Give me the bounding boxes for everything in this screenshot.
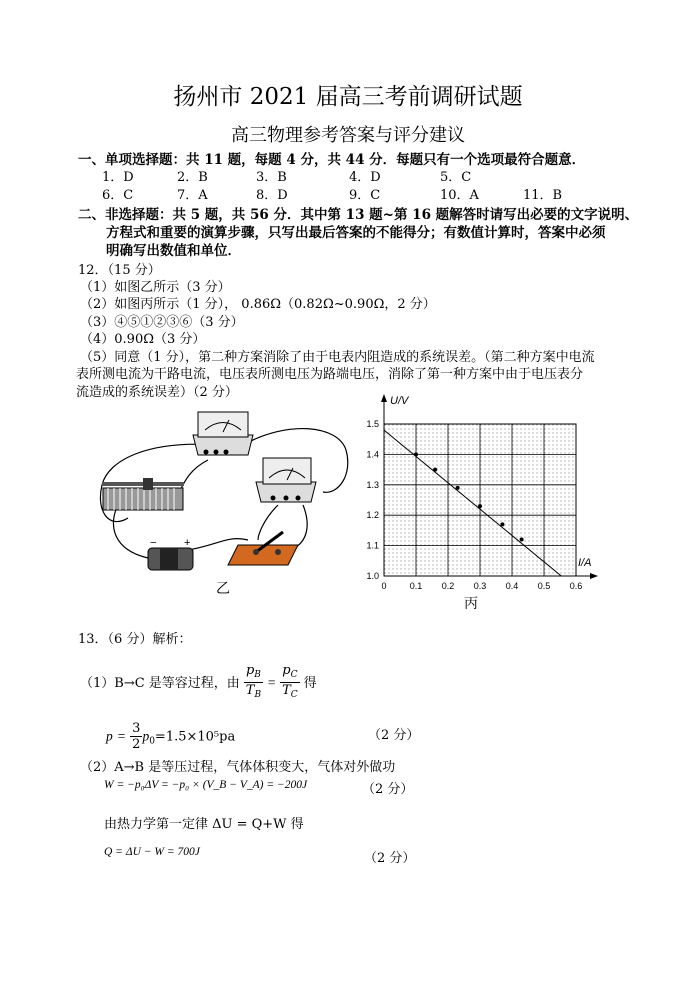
svg-text:+: + — [184, 537, 191, 549]
chart-data-point — [478, 504, 482, 508]
q12-part3: （3）④⑤①②③⑥（3 分） — [80, 315, 244, 330]
q12-part5-line1: （5）同意（1 分），第二种方案消除了由于电表内阻造成的系统误差。（第二种方案中电流 — [80, 350, 595, 365]
section2-header-line2: 方程式和重要的演算步骤，只写出最后答案的不能得分；有数值计算时，答案中必须 — [106, 225, 606, 241]
answer-item: 7．A — [177, 188, 208, 203]
q13-eq2: W = −p₀ΔV = −p₀ × (V_B − V_A) = −200J — [104, 779, 308, 791]
chart-data-point — [456, 486, 460, 490]
figure-yi-label: 乙 — [216, 580, 230, 595]
chart-x-label: I/A — [578, 557, 592, 569]
q12-part1: （1）如图乙所示（3 分） — [80, 280, 231, 295]
answer-item: 4．D — [349, 170, 381, 185]
chart-y-tick: 1.0 — [366, 571, 379, 581]
chart-y-tick: 1.4 — [366, 449, 379, 460]
section2-header-line1: 二、非选择题：共 5 题，共 56 分．其中第 13 题~第 16 题解答时请写出必要的文字说明、 — [78, 207, 639, 223]
q12-head: 12．（15 分） — [78, 263, 161, 278]
q12-part4: （4）0.90Ω（3 分） — [80, 332, 206, 347]
fraction-pc-tc: $\frac{p_C}{T_C}$ — [282, 663, 298, 700]
chart-x-tick: 0.2 — [441, 581, 455, 591]
q13-eq2-score: （2 分） — [362, 782, 414, 797]
chart-y-tick: 1.1 — [366, 540, 379, 551]
chart-data-point — [520, 538, 524, 542]
q12-part5-line3: 流造成的系统误差）（2 分） — [76, 385, 238, 400]
q13-eq1-score: （2 分） — [368, 728, 420, 743]
answer-item: 5．C — [440, 170, 472, 185]
ammeter — [193, 412, 253, 455]
q12-part5-line2: 表所测电流为干路电流，电压表所测电压为路端电压，消除了第一种方案中由于电压表分 — [76, 367, 584, 382]
chart-x-tick: 0.6 — [569, 581, 583, 591]
circuit-figure — [88, 400, 358, 595]
q13-head: 13．（6 分）解析： — [78, 632, 192, 647]
q13-eq1-value: =1.5×10⁵pa — [154, 729, 236, 745]
q13-part1-text: （1）B→C 是等容过程，由 — [80, 676, 240, 691]
section1-header: 一、单项选择题：共 11 题，每题 4 分，共 44 分．每题只有一个选项最符合题意． — [78, 152, 586, 168]
section2-header-line3: 明确写出数值和单位． — [106, 243, 241, 259]
answer-item: 8．D — [256, 188, 288, 203]
chart-y-tick: 1.3 — [366, 479, 379, 490]
voltmeter — [256, 458, 316, 502]
answer-item: 6．C — [102, 188, 134, 203]
chart-data-point — [433, 468, 437, 472]
page-subtitle: 高三物理参考答案与评分建议 — [231, 125, 465, 146]
chart-data-point — [500, 522, 504, 526]
q12-part2: （2）如图丙所示（1 分）， 0.86Ω（0.82Ω~0.90Ω，2 分） — [80, 297, 436, 312]
chart-x-tick: 0.4 — [505, 581, 519, 591]
answer-item: 10．A — [440, 188, 479, 203]
chart-x-tick: 0 — [381, 581, 387, 591]
fraction-pb-tb: $\frac{p_B}{T_B}$ — [245, 663, 262, 700]
answer-item: 1．D — [102, 170, 134, 185]
answer-item: 3．B — [256, 170, 287, 185]
chart-x-tick: 0.3 — [473, 581, 487, 591]
q13-part1: （1）B→C 是等容过程，由 $\frac{p_B}{T_B}$ = $\frac{p_C}{T_C}$ 得 — [80, 664, 317, 703]
chart-y-tick: 1.5 — [366, 419, 379, 429]
ui-chart — [360, 392, 600, 614]
answer-item: 9．C — [349, 188, 381, 203]
chart-y-label: U/V — [390, 395, 409, 407]
rheostat — [102, 478, 184, 510]
q13-eq1: p = $\frac{3}{2}$ $p_0=1.5\times 10^5pa$ — [106, 721, 236, 752]
chart-data-point — [414, 452, 418, 456]
q13-eq3-score: （2 分） — [364, 851, 416, 866]
answer-item: 11．B — [523, 188, 563, 203]
battery — [148, 537, 193, 570]
chart-x-tick: 0.5 — [537, 581, 551, 591]
q13-eq3: Q = ΔU − W = 700J — [104, 846, 200, 858]
q13-part1-after: 得 — [303, 676, 317, 691]
q13-part2: （2）A→B 是等压过程，气体体积变大，气体对外做功 — [80, 760, 396, 775]
page-title: 扬州市 2021 届高三考前调研试题 — [173, 84, 523, 110]
answer-item: 2．B — [177, 170, 208, 185]
svg-text:−: − — [150, 537, 157, 549]
switch — [228, 532, 298, 565]
chart-x-tick: 0.1 — [409, 581, 423, 591]
chart-y-tick: 1.2 — [366, 510, 379, 521]
q13-part3: 由热力学第一定律 ΔU = Q+W 得 — [104, 817, 304, 832]
figure-bing-label: 丙 — [464, 595, 478, 611]
